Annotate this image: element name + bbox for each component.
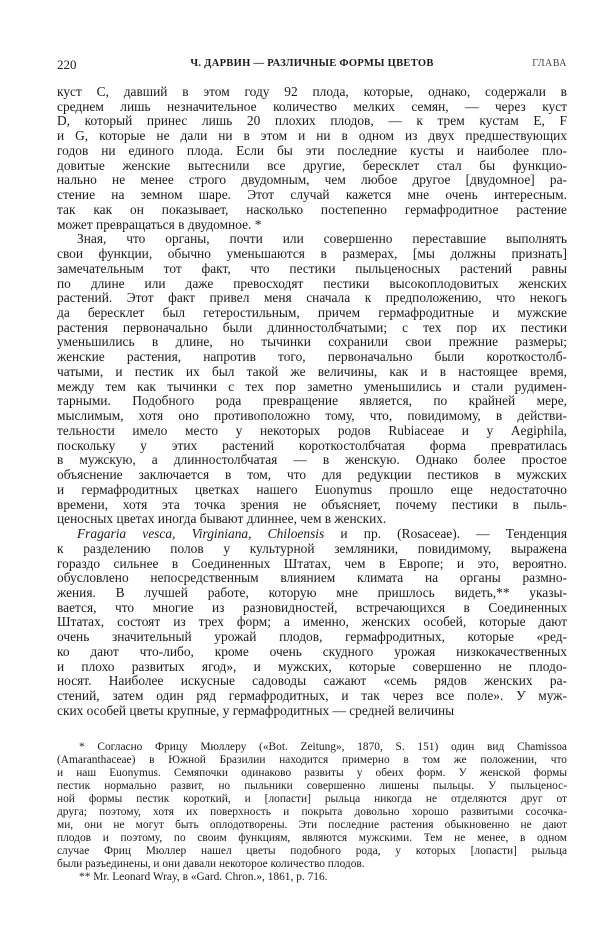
text-line: ми, они не могут быть оплодотворены. Эти последние растения обыкновенно не дают [57,819,567,831]
text-line: между тем как тычинки с тех пор заметно уменьшились и стали рудимен- [57,379,567,394]
text-line: и G, которые не дали ни в этом и ни в одном из двух предшествующих [57,129,567,144]
text-line: ских особей цветы крупные, у гермафродитных — средней величины [57,703,455,718]
text-line: довитые женские вытеснили все другие, бересклет стал бы функцио- [57,158,567,173]
text-line: ценосных цветах иногда бывают длиннее, чем в женских. [57,512,387,527]
text-line: растений. Этот факт привел меня сначала к предположению, что некогь [57,291,567,306]
text-line: так как он показывает, насколько постепенно гермафродитное растение [57,202,567,217]
text-line: времени, хотя эта точка зрения не объясняет, почему пестики в пыль- [57,497,567,512]
text-line: были разъединены, и они давали некоторое количество плодов. [57,858,365,870]
text-line: ** Mr. Leonard Wray, в «Gard. Chron.», 1861, p. 716. [79,871,328,883]
body-text [57,85,567,719]
text-line: ной формы пестик короткий, и [лопасти] рыльца никогда не отделяются друг от [57,793,567,805]
text-line: объяснение заключается в том, что для редукции пестиков в мужских [57,468,567,483]
footnotes [57,741,567,884]
text-line: Штатах, состоят из трех форм; а именно, женских особей, которые дают [57,615,567,630]
text-line: обусловлено непосредственным влиянием климата на органы размно- [57,571,567,586]
chapter-label: ГЛАВА [532,58,567,69]
text-line: случае Фриц Мюллер нашел цветы подобного рода, у которых [лопасти] рыльца [57,845,567,857]
text-line: вается, что многие из разновидностей, встречающихся в Соединенных [57,600,567,615]
text-line: (Amaranthaceae) в Южной Бразилии находится примерно в том же положении, что [57,754,567,766]
text-line: стение на земном шаре. Этот случай кажется мне очень интересным. [57,188,567,203]
paragraph [57,85,567,232]
text-line: поскольку у этих растений короткостолбчатая форма превратилась [57,438,567,453]
text-line: * Согласно Фрицу Мюллеру («Bot. Zeitung», 1870, S. 151) один вид Chamissoa [79,741,567,753]
text-line: мыслимым, хотя оно противоположно тому, что, повидимому, в действи- [57,409,567,424]
text-line: гораздо сильнее в Соединенных Штатах, чем в Европе; и это, вероятно. [57,556,567,571]
text-line: жения. В лучшей работе, которую мне пришлось видеть,** указы- [57,585,567,600]
text-line: среднем лишь незначительное количество мелких семян, — через куст [57,99,567,114]
text-line: друга; поэтому, хотя их поверхность и покрыта довольно хорошо развитыми сосочка- [57,806,567,818]
text-line: уменьшились в длине, но тычинки сохранили свои прежние размеры; [57,335,567,350]
text-line: замечательным тот факт, что пестики пыльценосных растений равны [57,261,567,276]
text-line: и гермафродитных цветках нашего Euonymus прошло еще недостаточно [57,482,567,497]
text-line: по длине или даже превосходят пестики высокоплодовитых женских [57,276,567,291]
paragraph [57,232,567,527]
footnote [57,741,567,871]
text-line: и плохо развитых ягод», и мужских, которые совершенно не плодо- [57,659,567,674]
footnote [57,871,567,884]
text-line: растения первоначально были длинностолбчатыми; с тех пор их пестики [57,320,567,335]
text-line: женские растения, напротив того, первоначально были короткостолб- [57,350,567,365]
text-line: свои функции, обычно уменьшаются в размерах, [мы должны признать] [57,247,567,262]
text-line: годов ни единого плода. Если бы эти последние кусты и наиболее пло- [57,143,567,158]
text-line: куст C, давший в этом году 92 плода, которые, однако, содержали в [57,85,567,99]
text-line: чатыми, и пестик их был такой же величины, как и в настоящее время, [57,364,567,379]
text-line: стений, затем один ряд гермафродитных, и так через все поле». У муж- [57,689,567,704]
text-line: нально не менее строго двудомным, чем любое другое [двудомное] ра- [57,173,567,188]
page-number: 220 [57,57,77,72]
text-line: носят. Наиболее искусные садоводы сажают «семь рядов женских ра- [57,674,567,689]
text-line: и наш Euonymus. Семяпочки одинаково развиты у обеих форм. У женской формы [57,767,567,779]
text-line: ко дают что-либо, кроме очень скудного урожая низкокачественных [57,644,567,659]
text-line: в мужскую, а длинностолбчатая — в женскую. Однако более простое [57,453,567,468]
text-line: плодов и поэтому, по своим функциям, являются мужскими. Тем не менее, в одном [57,832,567,844]
text-line: D, который принес лишь 20 плохих плодов, — к трем кустам E, F [57,114,567,129]
text-line: тарными. Подобного рода превращение является, по крайней мере, [57,394,567,409]
italic-species-names: Fragaria vesca, Virginiana, Chiloensis [77,527,325,542]
text-line: к разделению полов у культурной земляники, повидимому, выражена [57,541,567,556]
running-title: Ч. ДАРВИН — РАЗЛИЧНЫЕ ФОРМЫ ЦВЕТОВ [190,58,434,69]
text-line: тельности имело место у некоторых родов Rubiaceae и у Aegiphila, [57,423,567,438]
running-header [57,57,567,73]
text-line: очень значительный урожай плодов, гермафродитных, которые «ред- [57,630,567,645]
text-line: Зная, что органы, почти или совершенно переставшие выполнять [77,232,567,247]
text-line: Fragaria vesca, Virginiana, Chiloensis и пр. (Rosaceae). — Тенденция [77,527,567,542]
text-line: да бересклет был гетеростильным, причем гермафродитные и мужские [57,306,567,321]
paragraph [57,527,567,719]
text-line: может превращаться в двудомное. * [57,217,262,232]
text-line: пестик нормально развит, но пыльники совершенно лишены пыльцы. У пыльценос- [57,780,567,792]
